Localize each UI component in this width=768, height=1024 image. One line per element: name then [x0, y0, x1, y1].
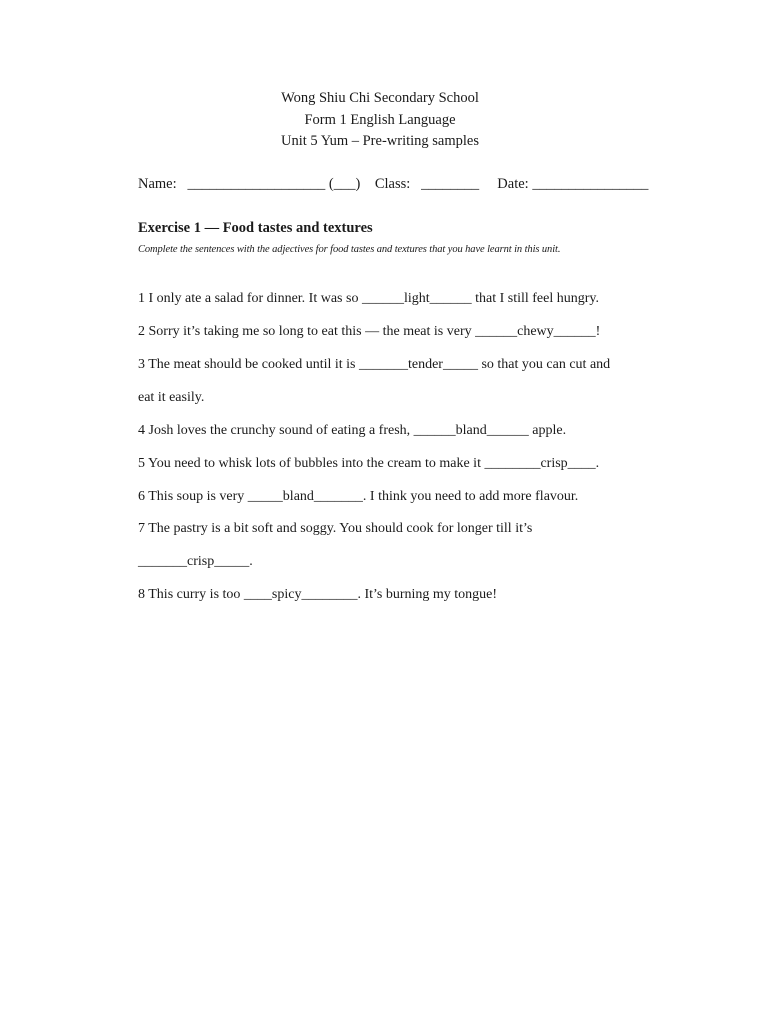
- school-name: Wong Shiu Chi Secondary School: [281, 90, 479, 106]
- question-line: 7 The pastry is a bit soft and soggy. You should cook for longer till it’s: [138, 521, 533, 536]
- question-line: 2 Sorry it’s taking me so long to eat this — the meat is very ______chewy______!: [138, 324, 601, 339]
- class-number-blank: (___): [328, 176, 361, 192]
- worksheet-header: [0, 88, 760, 153]
- question-line: 6 This soup is very _____bland_______. I think you need to add more flavour.: [138, 489, 579, 504]
- question-line: eat it easily.: [138, 390, 205, 405]
- unit-title: Unit 5 Yum – Pre-writing samples: [280, 133, 479, 149]
- question-line: 1 I only ate a salad for dinner. It was so ______light______ that I still feel hungry.: [138, 291, 600, 306]
- class-label: Class:: [374, 176, 411, 192]
- question-line: _______crisp_____.: [138, 554, 253, 569]
- question-line: 5 You need to whisk lots of bubbles into the cream to make it ________crisp____.: [138, 456, 600, 471]
- class-blank: ________: [421, 176, 480, 192]
- student-info-line: [138, 176, 648, 193]
- course-name: Form 1 English Language: [304, 111, 456, 128]
- name-blank: ___________________: [187, 176, 326, 192]
- date-label: Date:: [497, 176, 529, 192]
- exercise-title: Exercise 1 — Food tastes and textures: [138, 220, 373, 236]
- question-line: 8 This curry is too ____spicy________. It’s burning my tongue!: [138, 587, 498, 602]
- question-line: 3 The meat should be cooked until it is _______tender_____ so that you can cut and: [138, 357, 611, 372]
- date-blank: ________________: [532, 176, 649, 192]
- name-label: Name:: [138, 176, 177, 192]
- question-line: 4 Josh loves the crunchy sound of eating a fresh, ______bland______ apple.: [138, 423, 567, 438]
- exercise-instructions: Complete the sentences with the adjectives for food tastes and textures that you have learnt in this unit.: [138, 244, 561, 255]
